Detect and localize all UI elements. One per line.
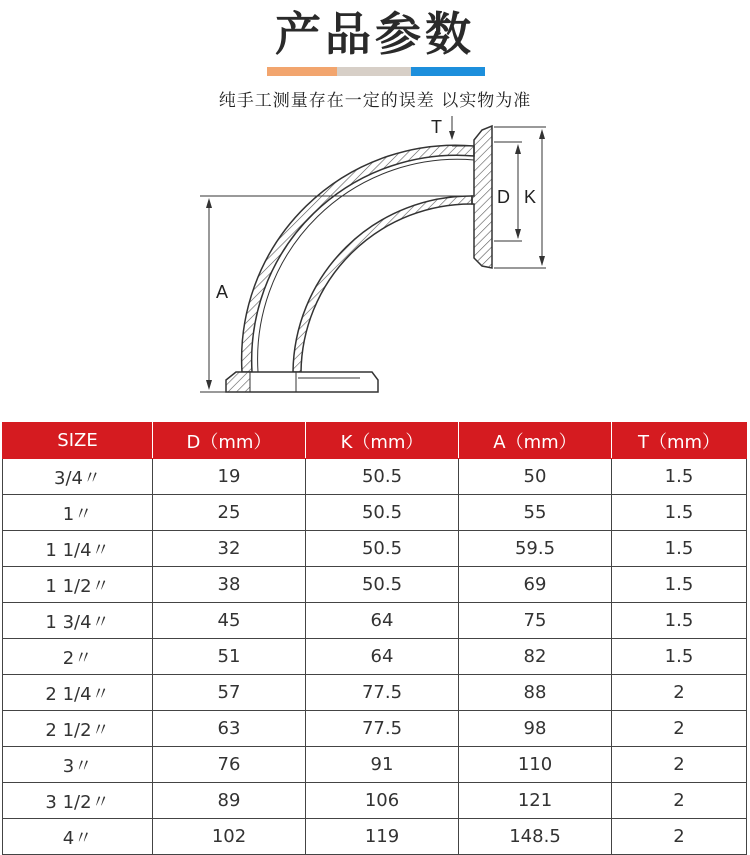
table-cell: 1.5 xyxy=(612,639,747,675)
underline-grey xyxy=(337,67,411,76)
table-cell: 2 xyxy=(612,747,747,783)
table-cell: 2 xyxy=(612,675,747,711)
elbow-inner-wall xyxy=(293,196,472,372)
table-cell: 64 xyxy=(306,603,459,639)
table-cell: 32 xyxy=(153,531,306,567)
table-row xyxy=(3,675,747,711)
table-cell: 1〃 xyxy=(3,495,153,531)
table-cell: 1 1/2〃 xyxy=(3,567,153,603)
table-row xyxy=(3,531,747,567)
spec-table-header xyxy=(3,423,747,459)
table-cell: 148.5 xyxy=(459,819,612,855)
table-cell: 91 xyxy=(306,747,459,783)
title-underline xyxy=(267,67,485,76)
table-cell: 63 xyxy=(153,711,306,747)
table-row xyxy=(3,495,747,531)
dimension-d-label: D xyxy=(497,187,510,207)
table-row xyxy=(3,639,747,675)
table-cell: 59.5 xyxy=(459,531,612,567)
table-cell: 64 xyxy=(306,639,459,675)
table-cell: 77.5 xyxy=(306,675,459,711)
column-header: T（mm） xyxy=(612,423,747,459)
table-cell: 2 1/2〃 xyxy=(3,711,153,747)
table-cell: 1 3/4〃 xyxy=(3,603,153,639)
dimension-k-label: K xyxy=(524,187,537,207)
table-cell: 3 1/2〃 xyxy=(3,783,153,819)
column-header: K（mm） xyxy=(306,423,459,459)
table-cell: 1.5 xyxy=(612,495,747,531)
table-row xyxy=(3,459,747,495)
elbow-diagram xyxy=(180,112,580,402)
table-cell: 50 xyxy=(459,459,612,495)
table-cell: 1 1/4〃 xyxy=(3,531,153,567)
table-cell: 1.5 xyxy=(612,567,747,603)
table-cell: 102 xyxy=(153,819,306,855)
column-header: SIZE xyxy=(3,423,153,459)
table-row xyxy=(3,603,747,639)
spec-table-body xyxy=(3,459,747,855)
table-cell: 77.5 xyxy=(306,711,459,747)
table-row xyxy=(3,819,747,855)
right-ferrule xyxy=(472,126,492,268)
table-cell: 4〃 xyxy=(3,819,153,855)
table-cell: 75 xyxy=(459,603,612,639)
table-cell: 50.5 xyxy=(306,459,459,495)
elbow-bore-line xyxy=(258,159,474,372)
elbow-outer-wall xyxy=(242,145,474,372)
underline-blue xyxy=(411,67,485,76)
table-row xyxy=(3,711,747,747)
table-cell: 51 xyxy=(153,639,306,675)
table-cell: 1.5 xyxy=(612,531,747,567)
table-cell: 1.5 xyxy=(612,603,747,639)
table-cell: 25 xyxy=(153,495,306,531)
table-cell: 119 xyxy=(306,819,459,855)
table-cell: 45 xyxy=(153,603,306,639)
table-row xyxy=(3,783,747,819)
table-cell: 2 xyxy=(612,711,747,747)
table-cell: 110 xyxy=(459,747,612,783)
table-cell: 50.5 xyxy=(306,531,459,567)
column-header: D（mm） xyxy=(153,423,306,459)
table-cell: 89 xyxy=(153,783,306,819)
table-cell: 50.5 xyxy=(306,567,459,603)
table-cell: 3〃 xyxy=(3,747,153,783)
table-row xyxy=(3,747,747,783)
measurement-note: 纯手工测量存在一定的误差 以实物为准 xyxy=(218,91,532,111)
table-cell: 38 xyxy=(153,567,306,603)
table-cell: 76 xyxy=(153,747,306,783)
table-cell: 3/4〃 xyxy=(3,459,153,495)
table-cell: 57 xyxy=(153,675,306,711)
page-title: 产品参数 xyxy=(275,7,475,61)
table-cell: 2〃 xyxy=(3,639,153,675)
table-cell: 2 xyxy=(612,819,747,855)
column-header: A（mm） xyxy=(459,423,612,459)
table-cell: 98 xyxy=(459,711,612,747)
table-cell: 19 xyxy=(153,459,306,495)
table-cell: 50.5 xyxy=(306,495,459,531)
spec-table xyxy=(2,422,747,855)
table-cell: 106 xyxy=(306,783,459,819)
table-cell: 69 xyxy=(459,567,612,603)
underline-orange xyxy=(267,67,337,76)
dimension-t-label: T xyxy=(431,117,442,137)
table-cell: 2 xyxy=(612,783,747,819)
table-cell: 1.5 xyxy=(612,459,747,495)
table-cell: 88 xyxy=(459,675,612,711)
dimension-a-label: A xyxy=(216,282,229,302)
table-cell: 2 1/4〃 xyxy=(3,675,153,711)
table-row xyxy=(3,567,747,603)
table-cell: 55 xyxy=(459,495,612,531)
table-cell: 82 xyxy=(459,639,612,675)
table-cell: 121 xyxy=(459,783,612,819)
